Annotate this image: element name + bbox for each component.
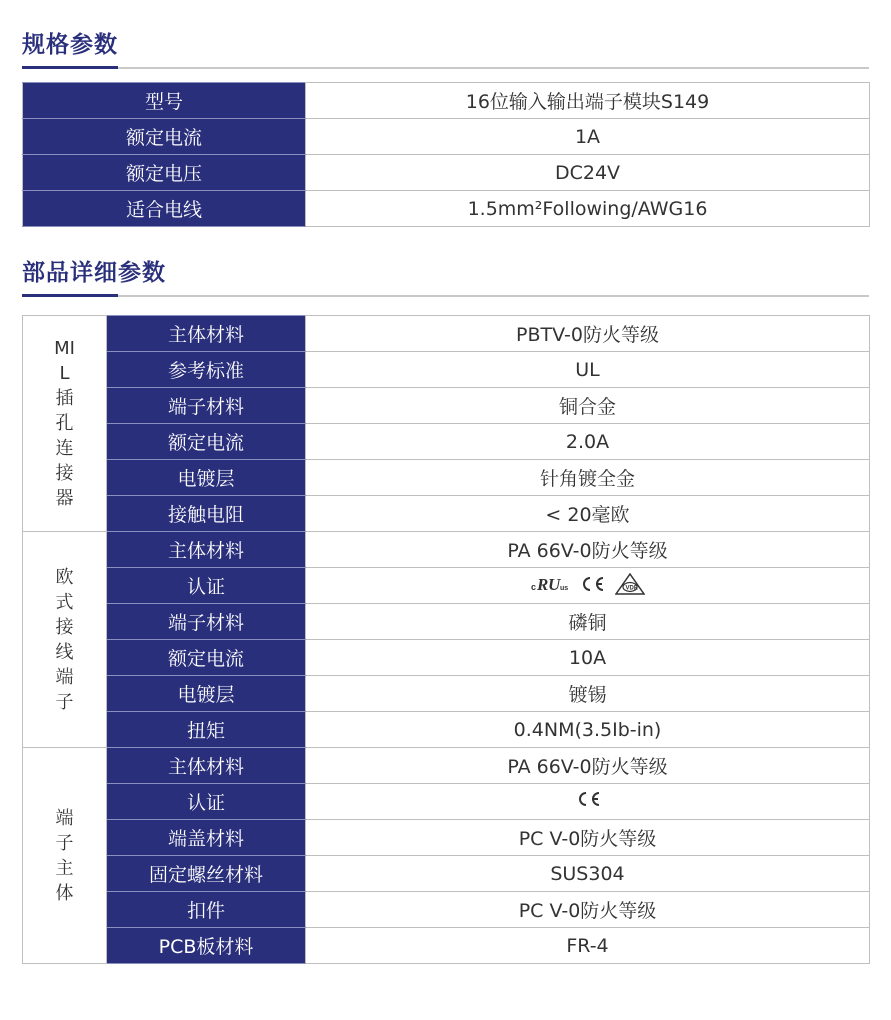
table-row	[23, 568, 870, 604]
table-row	[23, 532, 870, 568]
param-label: 电镀层	[107, 676, 306, 712]
param-label: 端盖材料	[107, 820, 306, 856]
spec-value: 1A	[306, 119, 870, 155]
param-value: < 20毫欧	[306, 496, 870, 532]
param-label: 端子材料	[107, 388, 306, 424]
param-value-certifications	[306, 784, 870, 820]
table-row	[23, 712, 870, 748]
param-value: SUS304	[306, 856, 870, 892]
spec-section-divider-accent	[22, 66, 118, 69]
spec-value: DC24V	[306, 155, 870, 191]
spec-table	[22, 82, 870, 227]
spec-section-title: 规格参数	[22, 32, 118, 58]
group-label: 端子主体	[23, 748, 107, 964]
param-label: 额定电流	[107, 640, 306, 676]
table-row	[23, 784, 870, 820]
param-label: 认证	[107, 784, 306, 820]
param-label: 固定螺丝材料	[107, 856, 306, 892]
group-label: MIL插孔连接器	[23, 316, 107, 532]
param-value: 镀锡	[306, 676, 870, 712]
param-value: 针角镀全金	[306, 460, 870, 496]
param-label: 主体材料	[107, 748, 306, 784]
table-row	[23, 83, 870, 119]
param-value: PA 66V-0防火等级	[306, 532, 870, 568]
param-label: 额定电流	[107, 424, 306, 460]
spec-label: 适合电线	[23, 191, 306, 227]
table-row	[23, 316, 870, 352]
param-value-certifications	[306, 568, 870, 604]
table-row	[23, 388, 870, 424]
parts-table	[22, 315, 870, 964]
table-row	[23, 748, 870, 784]
table-row	[23, 155, 870, 191]
param-value: 铜合金	[306, 388, 870, 424]
param-label: 接触电阻	[107, 496, 306, 532]
param-value: 2.0A	[306, 424, 870, 460]
spec-value: 16位输入输出端子模块S149	[306, 83, 870, 119]
table-row	[23, 640, 870, 676]
svg-text:VDE: VDE	[625, 585, 638, 592]
param-label: 端子材料	[107, 604, 306, 640]
param-value: PC V-0防火等级	[306, 892, 870, 928]
table-row	[23, 856, 870, 892]
param-value: 磷铜	[306, 604, 870, 640]
table-row	[23, 496, 870, 532]
group-label: 欧式接线端子	[23, 532, 107, 748]
param-label: 电镀层	[107, 460, 306, 496]
spec-value: 1.5mm²Following/AWG16	[306, 191, 870, 227]
param-label: 扭矩	[107, 712, 306, 748]
svg-text:R: R	[536, 575, 548, 593]
param-value: 0.4NM(3.5Ib-in)	[306, 712, 870, 748]
svg-text:us: us	[559, 585, 568, 592]
parts-section-title: 部品详细参数	[22, 260, 166, 286]
table-row	[23, 352, 870, 388]
spec-section-divider	[22, 67, 869, 69]
table-row	[23, 460, 870, 496]
table-row	[23, 604, 870, 640]
table-row	[23, 191, 870, 227]
parts-section-divider	[22, 295, 869, 297]
table-row	[23, 820, 870, 856]
table-row	[23, 676, 870, 712]
param-value: PC V-0防火等级	[306, 820, 870, 856]
spec-label: 额定电流	[23, 119, 306, 155]
param-label: PCB板材料	[107, 928, 306, 964]
vde-mark-icon	[615, 573, 645, 595]
cul-us-mark-icon	[531, 575, 569, 593]
param-value: PA 66V-0防火等级	[306, 748, 870, 784]
param-value: 10A	[306, 640, 870, 676]
param-label: 扣件	[107, 892, 306, 928]
table-row	[23, 424, 870, 460]
table-row	[23, 892, 870, 928]
param-label: 参考标准	[107, 352, 306, 388]
parts-section-divider-accent	[22, 294, 118, 297]
spec-label: 型号	[23, 83, 306, 119]
spec-label: 额定电压	[23, 155, 306, 191]
param-value: FR-4	[306, 928, 870, 964]
table-row	[23, 928, 870, 964]
svg-text:c: c	[530, 582, 536, 592]
param-label: 认证	[107, 568, 306, 604]
svg-text:U: U	[547, 575, 560, 593]
param-value: UL	[306, 352, 870, 388]
table-row	[23, 119, 870, 155]
ce-mark-icon	[575, 790, 601, 808]
ce-mark-icon	[579, 575, 605, 593]
param-value: PBTV-0防火等级	[306, 316, 870, 352]
param-label: 主体材料	[107, 532, 306, 568]
param-label: 主体材料	[107, 316, 306, 352]
